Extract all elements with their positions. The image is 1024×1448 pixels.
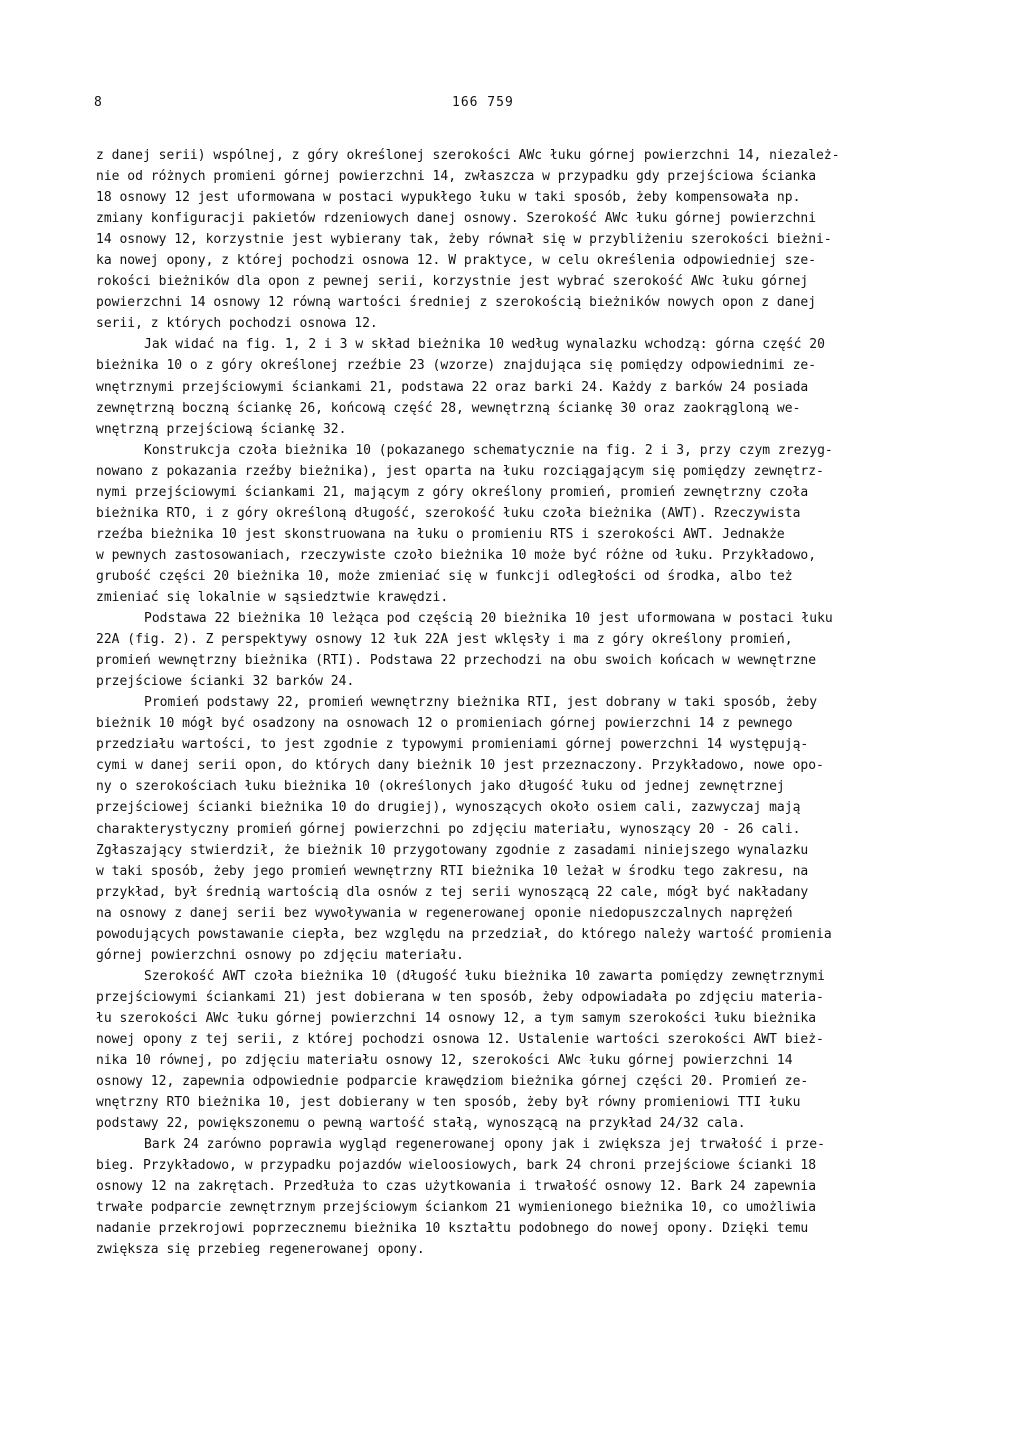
text-line: przejściowej ścianki bieżnika 10 do drugiej), wynoszących około osiem cali, zazwyczaj mają bbox=[96, 800, 801, 816]
text-line: ka nowej opony, z której pochodzi osnowa 12. W praktyce, w celu określenia odpowiedniej sze- bbox=[96, 253, 817, 269]
text-line: przejściowe ścianki 32 barków 24. bbox=[96, 674, 355, 690]
text-line: 22A (fig. 2). Z perspektywy osnowy 12 łuk 22A jest wklęsły i ma z góry określony promień, bbox=[96, 632, 793, 648]
text-line: zmieniać się lokalnie w sąsiedztwie krawędzi. bbox=[96, 589, 449, 605]
text-line: wnętrzną przejściową ściankę 32. bbox=[96, 421, 347, 437]
text-line: cymi w danej serii opon, do których dany bieżnik 10 jest przeznaczony. Przykładowo, nowe opo- bbox=[96, 758, 824, 774]
text-line: osnowy 12 na zakrętach. Przedłuża to czas użytkowania i trwałość osnowy 12. Bark 24 zapewnia bbox=[96, 1179, 817, 1195]
text-line: podstawy 22, powiększonemu o pewną wartość stałą, wynoszącą na przykład 24/32 cala. bbox=[96, 1116, 746, 1132]
text-line: zmiany konfiguracji pakietów rdzeniowych danej osnowy. Szerokość AWc łuku górnej powierzchni bbox=[96, 211, 817, 227]
text-line: charakterystyczny promień górnej powierzchni po zdjęciu materiału, wynoszący 20 - 26 cali. bbox=[96, 821, 801, 837]
text-line: na osnowy z danej serii bez wywoływania w regenerowanej oponie niedopuszczalnych naprężeń bbox=[96, 905, 793, 921]
text-line: bieżnika 10 o z góry określonej rzeźbie 23 (wzorze) znajdująca się pomiędzy odpowiednimi ze- bbox=[96, 358, 817, 374]
text-line: nika 10 równej, po zdjęciu materiału osnowy 12, szerokości AWc łuku górnej powierzchni 14 bbox=[96, 1053, 793, 1069]
text-line: łu szerokości AWc łuku górnej powierzchni 14 osnowy 12, a tym samym szerokości łuku bieżnika bbox=[96, 1010, 817, 1026]
text-line: Promień podstawy 22, promień wewnętrzny bieżnika RTI, jest dobrany w taki sposób, żeby bbox=[144, 695, 818, 711]
text-line: wnętrzny RTO bieżnika 10, jest dobierany w ten sposób, żeby był równy promieniowi TTI łuku bbox=[96, 1095, 801, 1111]
text-line: górnej powierzchni osnowy po zdjęciu materiału. bbox=[96, 947, 464, 963]
text-line: Szerokość AWT czoła bieżnika 10 (długość łuku bieżnika 10 zawarta pomiędzy zewnętrznymi bbox=[144, 968, 825, 984]
text-line: bieżnika RTO, i z góry określoną długość, szerokość łuku czoła bieżnika (AWT). Rzeczywista bbox=[96, 505, 801, 521]
text-line: powodujących powstawanie ciepła, bez względu na przedział, do którego należy wartość promienia bbox=[96, 926, 832, 942]
text-line: nymi przejściowymi ściankami 21, mającym z góry określony promień, promień zewnętrzny czoła bbox=[96, 484, 809, 500]
text-line: rokości bieżników dla opon z pewnej serii, korzystnie jest wybrać szerokość AWc łuku górnej bbox=[96, 274, 809, 290]
text-line: ny o szerokościach łuku bieżnika 10 (określonych jako długość łuku od jednej zewnętrznej bbox=[96, 779, 785, 795]
text-line: Podstawa 22 bieżnika 10 leżąca pod częścią 20 bieżnika 10 jest uformowana w postaci łuku bbox=[144, 611, 833, 627]
text-line: zwiększa się przebieg regenerowanej opony. bbox=[96, 1242, 425, 1258]
text-line: grubość części 20 bieżnika 10, może zmieniać się w funkcji odległości od środka, albo też bbox=[96, 568, 793, 584]
text-line: bieg. Przykładowo, w przypadku pojazdów wieloosiowych, bark 24 chroni przejściowe ścianki 18 bbox=[96, 1158, 817, 1174]
text-line: wnętrznymi przejściowymi ściankami 21, podstawa 22 oraz barki 24. Każdy z barków 24 posiada bbox=[96, 379, 809, 395]
text-line: nie od różnych promieni górnej powierzchni 14, zwłaszcza w przypadku gdy przejściowa ścianka bbox=[96, 169, 817, 185]
text-line: przedziału wartości, to jest zgodnie z typowymi promieniami górnej powerzchni 14 występują- bbox=[96, 737, 809, 753]
text-line: Zgłaszający stwierdził, że bieżnik 10 przygotowany zgodnie z zasadami niniejszego wynalazku bbox=[96, 842, 809, 858]
text-line: bieżnik 10 mógł być osadzony na osnowach 12 o promieniach górnej powierzchni 14 z pewnego bbox=[96, 716, 793, 732]
text-line: Konstrukcja czoła bieżnika 10 (pokazanego schematycznie na fig. 2 i 3, przy czym zrezyg- bbox=[144, 442, 833, 458]
text-line: zewnętrzną boczną ściankę 26, końcową część 28, wewnętrzną ściankę 30 oraz zaokrągloną we- bbox=[96, 400, 801, 416]
patent-number: 166 759 bbox=[452, 95, 514, 110]
text-line: w taki sposób, żeby jego promień wewnętrzny RTI bieżnika 10 leżał w środku tego zakresu, na bbox=[96, 863, 809, 879]
page-number: 8 bbox=[94, 95, 102, 110]
text-line: nowej opony z tej serii, z której pochodzi osnowa 12. Ustalenie wartości szerokości AWT bież- bbox=[96, 1031, 824, 1047]
text-line: promień wewnętrzny bieżnika (RTI). Podstawa 22 przechodzi na obu swoich końcach w wewnętrzne bbox=[96, 653, 817, 669]
text-line: 14 osnowy 12, korzystnie jest wybierany tak, żeby równał się w przybliżeniu szerokości bieżni- bbox=[96, 232, 832, 248]
text-line: Bark 24 zarówno poprawia wygląd regenerowanej opony jak i zwiększa jej trwałość i prze- bbox=[144, 1137, 825, 1153]
body-text bbox=[96, 145, 916, 1260]
text-line: osnowy 12, zapewnia odpowiednie podparcie krawędziom bieżnika górnej części 20. Promień ze- bbox=[96, 1074, 809, 1090]
text-line: serii, z których pochodzi osnowa 12. bbox=[96, 316, 378, 332]
text-line: nowano z pokazania rzeźby bieżnika), jest oparta na łuku rozciągającym się pomiędzy zewnętrz- bbox=[96, 463, 824, 479]
text-line: trwałe podparcie zewnętrznym przejściowym ściankom 21 wymienionego bieżnika 10, co umożliwia bbox=[96, 1200, 817, 1216]
text-line: w pewnych zastosowaniach, rzeczywiste czoło bieżnika 10 może być różne od łuku. Przykładowo, bbox=[96, 547, 817, 563]
text-line: 18 osnowy 12 jest uformowana w postaci wypukłego łuku w taki sposób, żeby kompensowała np. bbox=[96, 190, 801, 206]
text-line: przykład, był średnią wartością dla osnów z tej serii wynoszącą 22 cale, mógł być nakładany bbox=[96, 884, 809, 900]
text-line: nadanie przekrojowi poprzecznemu bieżnika 10 kształtu podobnego do nowej opony. Dzięki temu bbox=[96, 1221, 809, 1237]
text-line: rzeźba bieżnika 10 jest skonstruowana na łuku o promieniu RTS i szerokości AWT. Jednakże bbox=[96, 526, 785, 542]
text-line: powierzchni 14 osnowy 12 równą wartości średniej z szerokością bieżników nowych opon z danej bbox=[96, 295, 817, 311]
text-line: z danej serii) wspólnej, z góry określonej szerokości AWc łuku górnej powierzchni 14, niezależ- bbox=[96, 148, 840, 163]
text-line: przejściowymi ściankami 21) jest dobierana w ten sposób, żeby odpowiadała po zdjęciu materia- bbox=[96, 989, 824, 1005]
text-line: Jak widać na fig. 1, 2 i 3 w skład bieżnika 10 według wynalazku wchodzą: górna część 20 bbox=[144, 337, 825, 353]
